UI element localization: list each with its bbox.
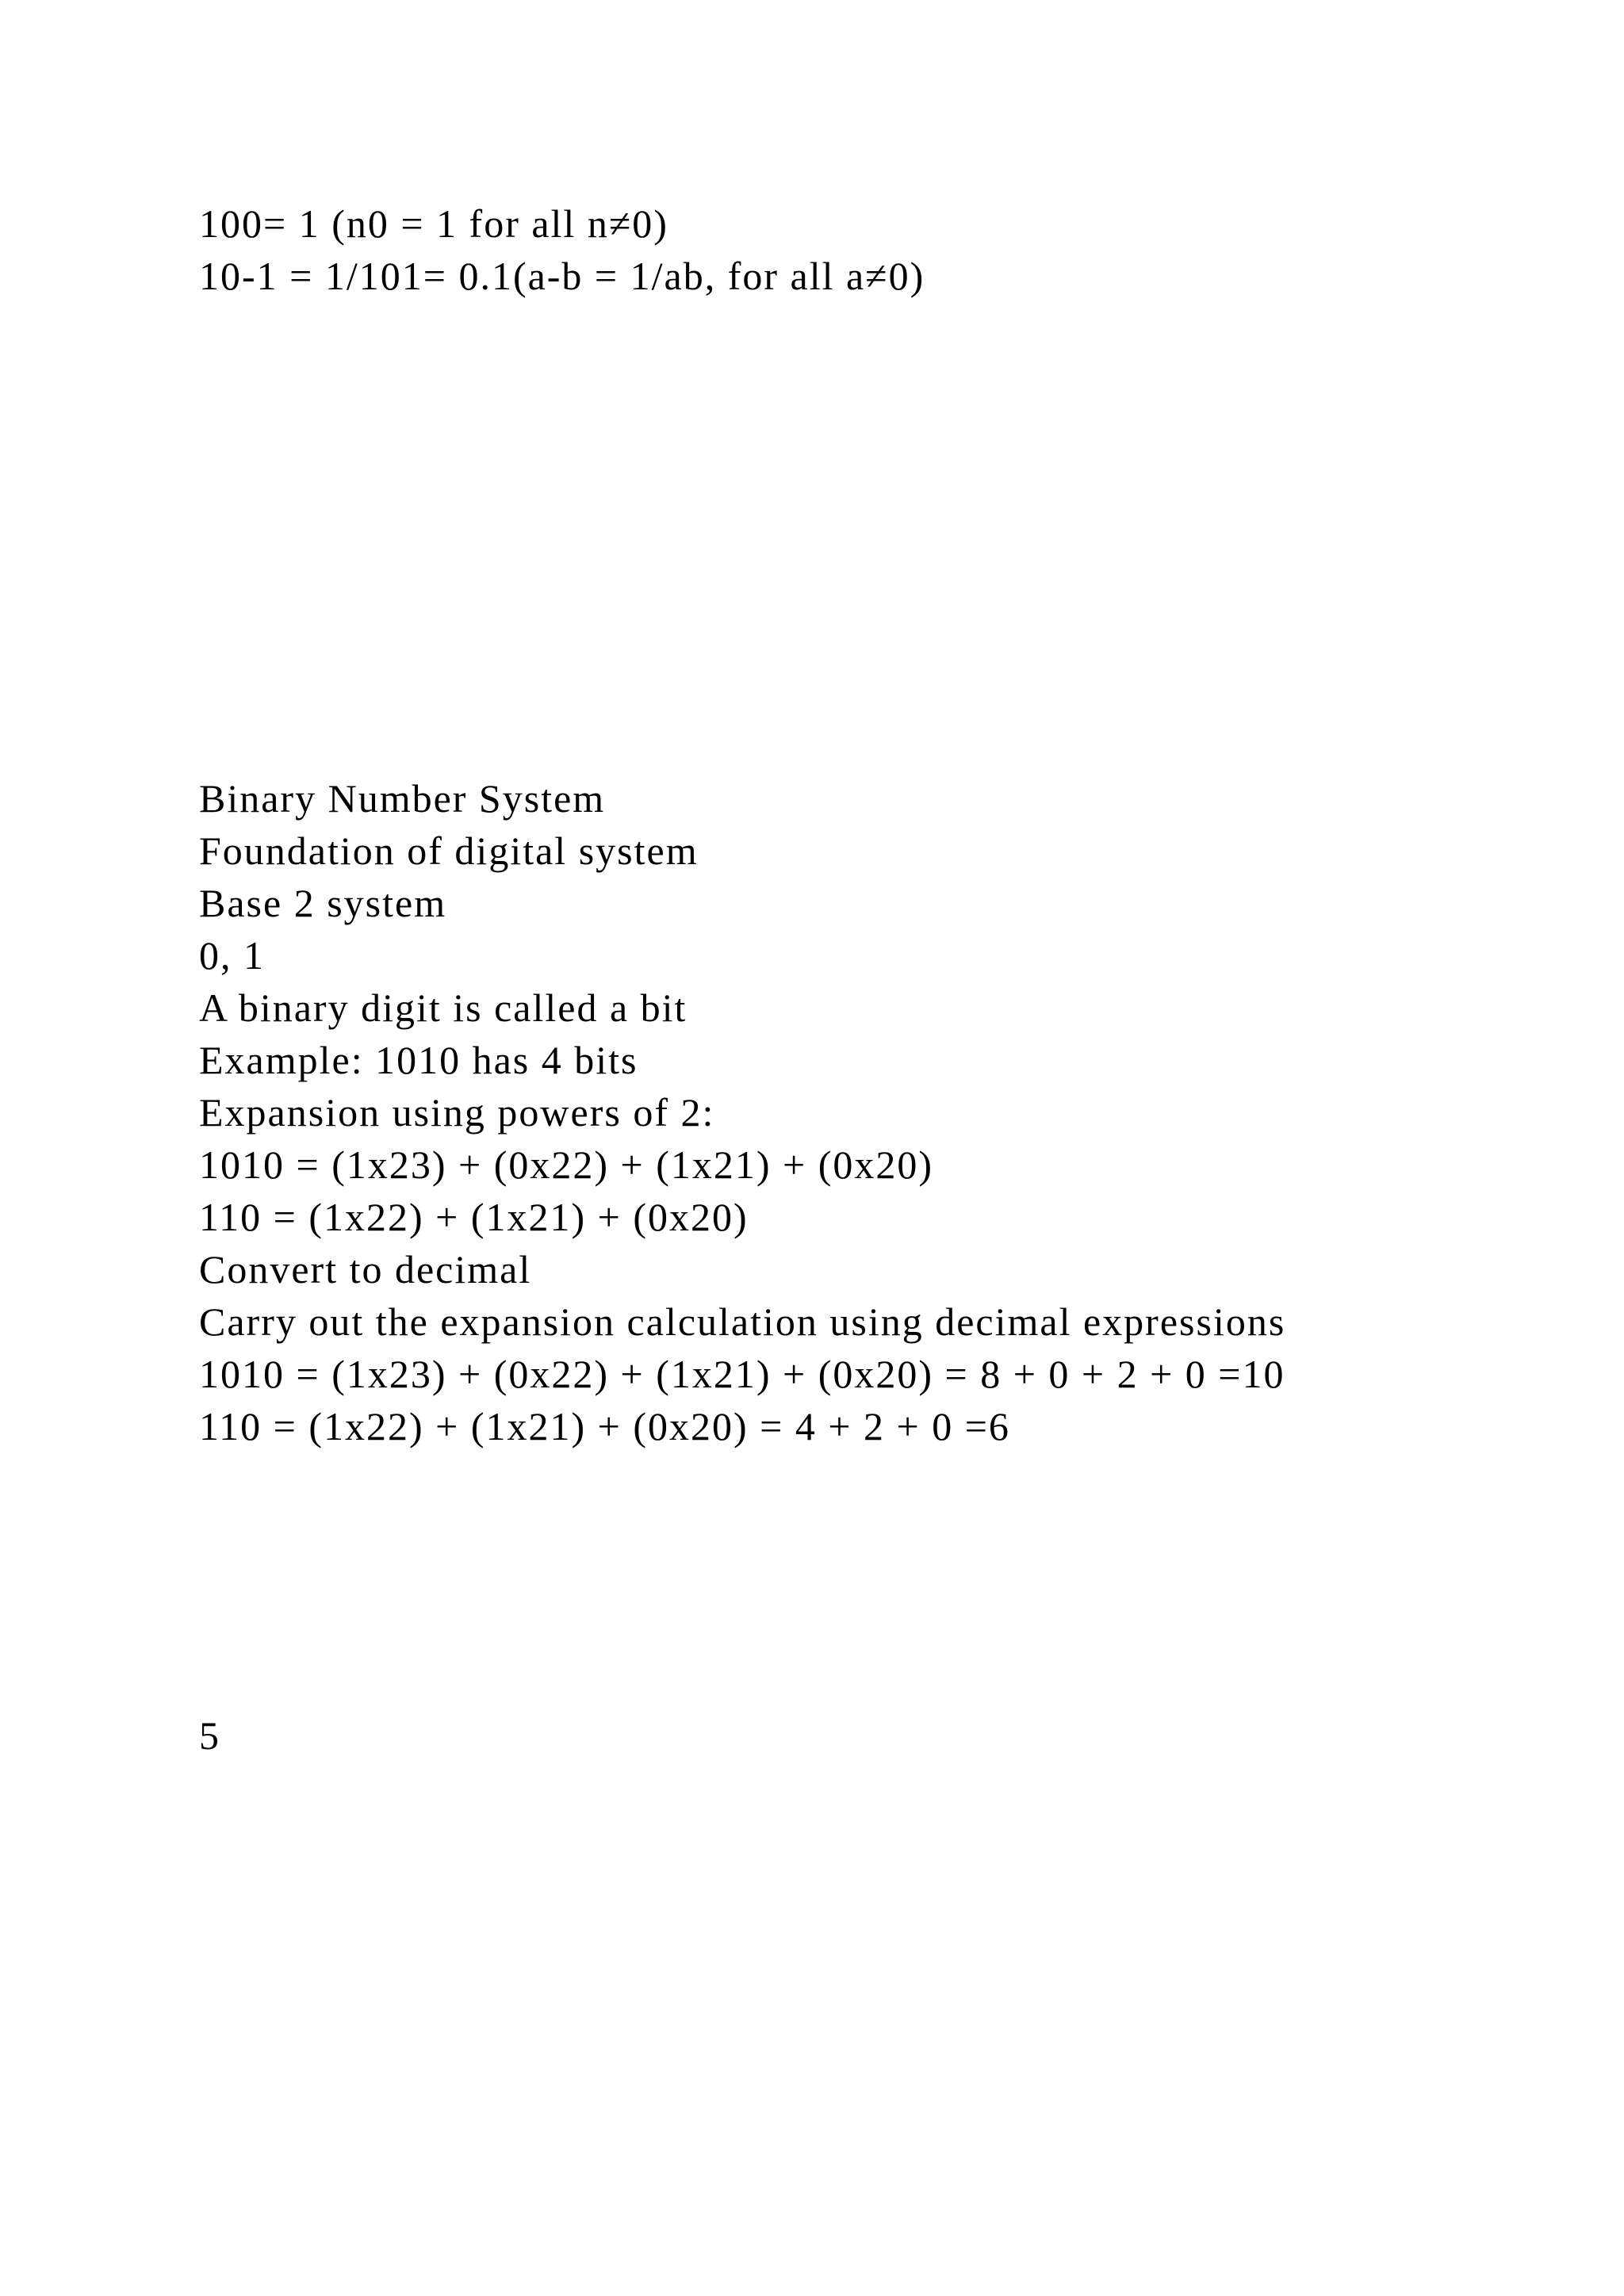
text-line: 10-1 = 1/101= 0.1(a-b = 1/ab, for all a≠0) [199,254,925,298]
text-line: Foundation of digital system [199,828,699,873]
text-line: Base 2 system [199,881,447,925]
text-line: A binary digit is called a bit [199,985,688,1030]
section-title: Binary Number System [199,776,606,821]
text-line: 1010 = (1x23) + (0x22) + (1x21) + (0x20) = 8 + 0 + 2 + 0 =10 [199,1352,1285,1396]
page-number: 5 [199,1713,220,1758]
text-line: 1010 = (1x23) + (0x22) + (1x21) + (0x20) [199,1142,933,1187]
text-line: 100= 1 (n0 = 1 for all n≠0) [199,201,668,246]
text-line: Convert to decimal [199,1247,532,1292]
text-line: Expansion using powers of 2: [199,1090,715,1135]
text-line: 110 = (1x22) + (1x21) + (0x20) = 4 + 2 + 0 =6 [199,1404,1010,1448]
text-line: 110 = (1x22) + (1x21) + (0x20) [199,1195,749,1239]
text-line: Carry out the expansion calculation using decimal expressions [199,1299,1286,1344]
text-line: Example: 1010 has 4 bits [199,1038,638,1082]
text-line: 0, 1 [199,933,265,978]
